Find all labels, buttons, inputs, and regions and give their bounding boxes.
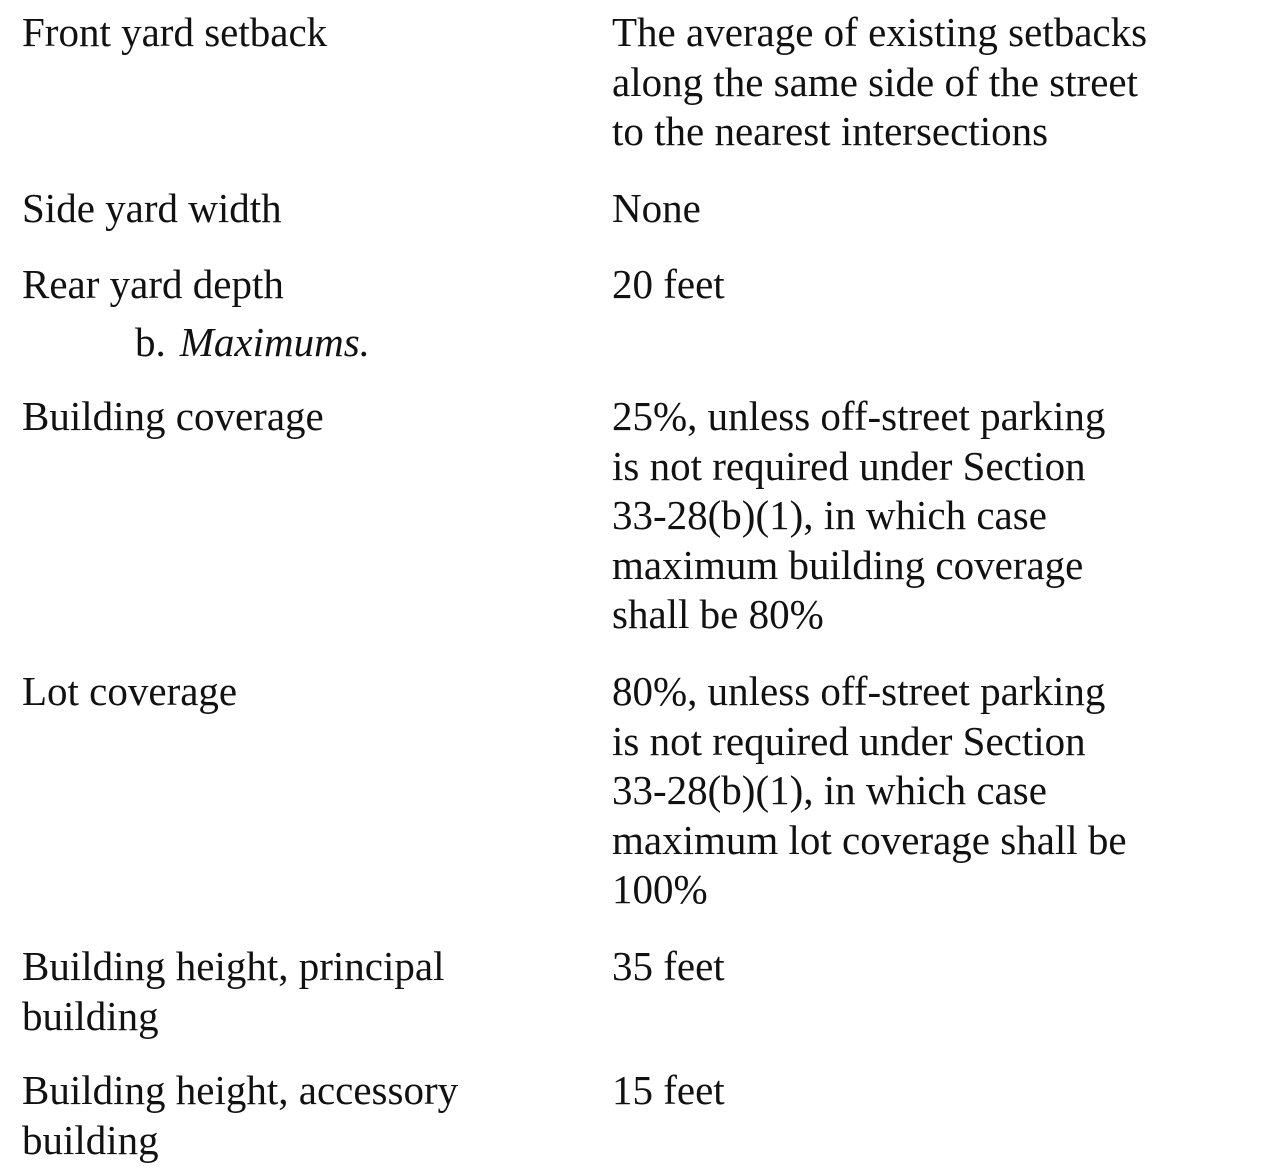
rear-yard-depth-value: 20 feet	[612, 261, 725, 307]
front-yard-setback-label: Front yard setback	[22, 9, 328, 55]
building-coverage-value: 25%, unless off-street parking is not required under Section 33-28(b)(1), in which case maximum building coverage shall be 80%	[612, 393, 1106, 637]
building-coverage-label: Building coverage	[22, 393, 324, 439]
lot-coverage-value: 80%, unless off-street parking is not required under Section 33-28(b)(1), in which case maximum lot coverage shall be 100%	[612, 668, 1127, 912]
subheading-title: Maximums.	[179, 319, 370, 365]
building-height-accessory-value: 15 feet	[612, 1067, 725, 1113]
side-yard-width-value: None	[612, 185, 701, 231]
rear-yard-depth-label: Rear yard depth	[22, 261, 284, 307]
building-height-principal-value: 35 feet	[612, 943, 725, 989]
building-height-accessory-label: Building height, accessory building	[22, 1067, 459, 1163]
side-yard-width-label: Side yard width	[22, 185, 282, 231]
lot-coverage-label: Lot coverage	[22, 668, 238, 714]
maximums-subheading	[135, 318, 370, 368]
building-height-principal-label: Building height, principal building	[22, 943, 445, 1039]
front-yard-setback-value: The average of existing setbacks along the same side of the street to the nearest intersections	[612, 9, 1148, 154]
subheading-letter: b.	[135, 319, 166, 365]
